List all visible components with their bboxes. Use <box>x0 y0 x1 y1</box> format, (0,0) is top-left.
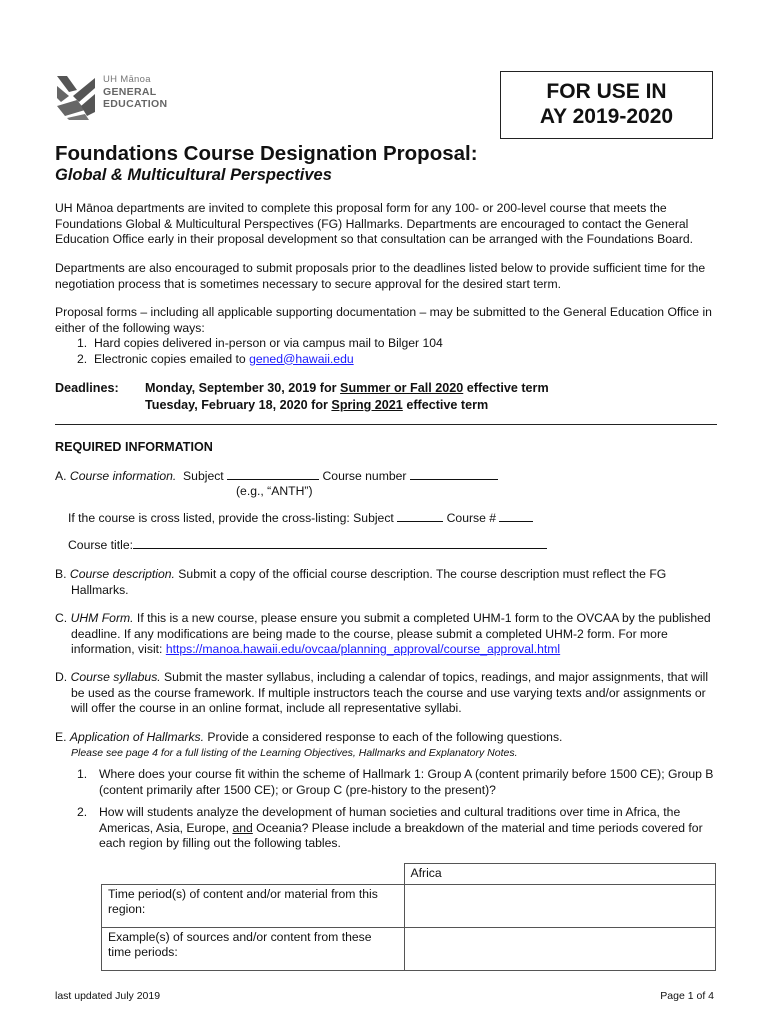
question-2: 2. How will students analyze the development of human societies and cultural traditions over time in Africa, the Americas, Asia, Europe, and Oceania? Please include a breakdown of the material and time periods covered for each region by filling out the following tables. <box>77 805 703 850</box>
logo-line-3: EDUCATION <box>103 98 168 110</box>
course-number-field[interactable] <box>410 468 498 480</box>
course-title-field[interactable] <box>133 537 547 549</box>
email-link[interactable]: gened@hawaii.edu <box>249 351 354 366</box>
subject-field[interactable] <box>227 468 319 480</box>
required-info-heading: REQUIRED INFORMATION <box>55 440 213 454</box>
table-row-label: Example(s) of sources and/or content from these time periods: <box>102 927 405 970</box>
section-c-uhm-form: C. UHM Form. If this is a new course, please ensure you submit a completed UHM-1 form to the OVCAA by the published deadline. If any modifications are being made to the course, please submit a completed UHM-2 form. For more information, visit: https://manoa.hawaii.edu/ovcaa/planning_approval/course_approval.html <box>55 611 711 656</box>
deadlines-block: Deadlines: Monday, September 30, 2019 for Summer or Fall 2020 effective term Tuesday, February 18, 2020 for Spring 2021 effective term <box>55 381 549 412</box>
cross-subject-field[interactable] <box>397 510 443 522</box>
course-approval-link[interactable]: https://manoa.hawaii.edu/ovcaa/planning_approval/course_approval.html <box>165 642 561 656</box>
region-table <box>101 863 716 971</box>
hallmarks-note: Please see page 4 for a full listing of the Learning Objectives, Hallmarks and Explanatory Notes. <box>71 746 518 759</box>
cross-listing-line: If the course is cross listed, provide the cross-listing: Subject Course # <box>68 510 733 527</box>
footer-page-number: Page 1 of 4 <box>660 990 714 1002</box>
cross-course-field[interactable] <box>499 510 533 522</box>
section-e-hallmarks: E. Application of Hallmarks. Provide a considered response to each of the following questions. Please see page 4 for a full listing of the Learning Objectives, Hallmarks and Explanatory Notes. <box>55 730 720 761</box>
deadlines-label: Deadlines: <box>55 381 119 395</box>
use-box-line-1: FOR USE IN <box>546 80 667 103</box>
section-b-description: B. Course description. Submit a copy of the official course description. The course description must reflect the FG Hallmarks. <box>55 567 667 597</box>
subject-example: (e.g., “ANTH”) <box>236 484 313 498</box>
question-1: 1. Where does your course fit within the scheme of Hallmark 1: Group A (content primarily before 1500 CE); Group B (content primarily after 1500 CE); or Group C (pre-history to the present)? <box>77 767 714 797</box>
use-box-line-2: AY 2019-2020 <box>539 105 674 128</box>
page-title: Foundations Course Designation Proposal: <box>55 142 478 165</box>
course-title-line: Course title: <box>68 537 733 554</box>
section-divider <box>55 424 717 425</box>
intro-paragraph-1: UH Mānoa departments are invited to complete this proposal form for any 100- or 200-level course that meets the Foundations Global & Multicultural Perspectives (FG) Hallmarks. Departments are encouraged to contact the General Education Office early in their proposal development so that consultation can be arranged with the Foundations Board. <box>55 201 693 246</box>
leaf-logo-icon <box>55 72 97 122</box>
intro-paragraph-2: Departments are also encouraged to submit proposals prior to the deadlines listed below to provide sufficient time for the negotiation process that is sometimes necessary to secure approval for the desired start term. <box>55 261 706 291</box>
table-header-africa: Africa <box>404 864 716 885</box>
list-item: 2. Electronic copies emailed to gened@hawaii.edu <box>77 351 354 366</box>
section-a-course-info: A. Course information. Subject Course number <box>55 468 720 485</box>
logo-line-1: UH Mānoa <box>103 74 151 85</box>
section-d-syllabus: D. Course syllabus. Submit the master syllabus, including a calendar of topics, readings, and major assignments, that will be used as the course framework. If multiple instructors teach the course and use varying texts and/or assignments or will offer the course in an online format, include all representative syllabi. <box>55 670 709 715</box>
africa-time-period-cell[interactable] <box>404 884 716 927</box>
uh-manoa-gen-ed-logo <box>55 72 175 122</box>
academic-year-box <box>500 71 713 139</box>
list-item: 1. Hard copies delivered in-person or via campus mail to Bilger 104 <box>77 336 443 350</box>
page-subtitle: Global & Multicultural Perspectives <box>55 166 332 184</box>
table-row-label: Time period(s) of content and/or material from this region: <box>102 884 405 927</box>
logo-line-2: GENERAL <box>103 86 157 98</box>
intro-paragraph-3: Proposal forms – including all applicable supporting documentation – may be submitted to the General Education Office in either of the following ways: <box>55 305 712 335</box>
submission-list <box>77 336 443 367</box>
footer-updated: last updated July 2019 <box>55 990 161 1002</box>
africa-sources-cell[interactable] <box>404 927 716 970</box>
